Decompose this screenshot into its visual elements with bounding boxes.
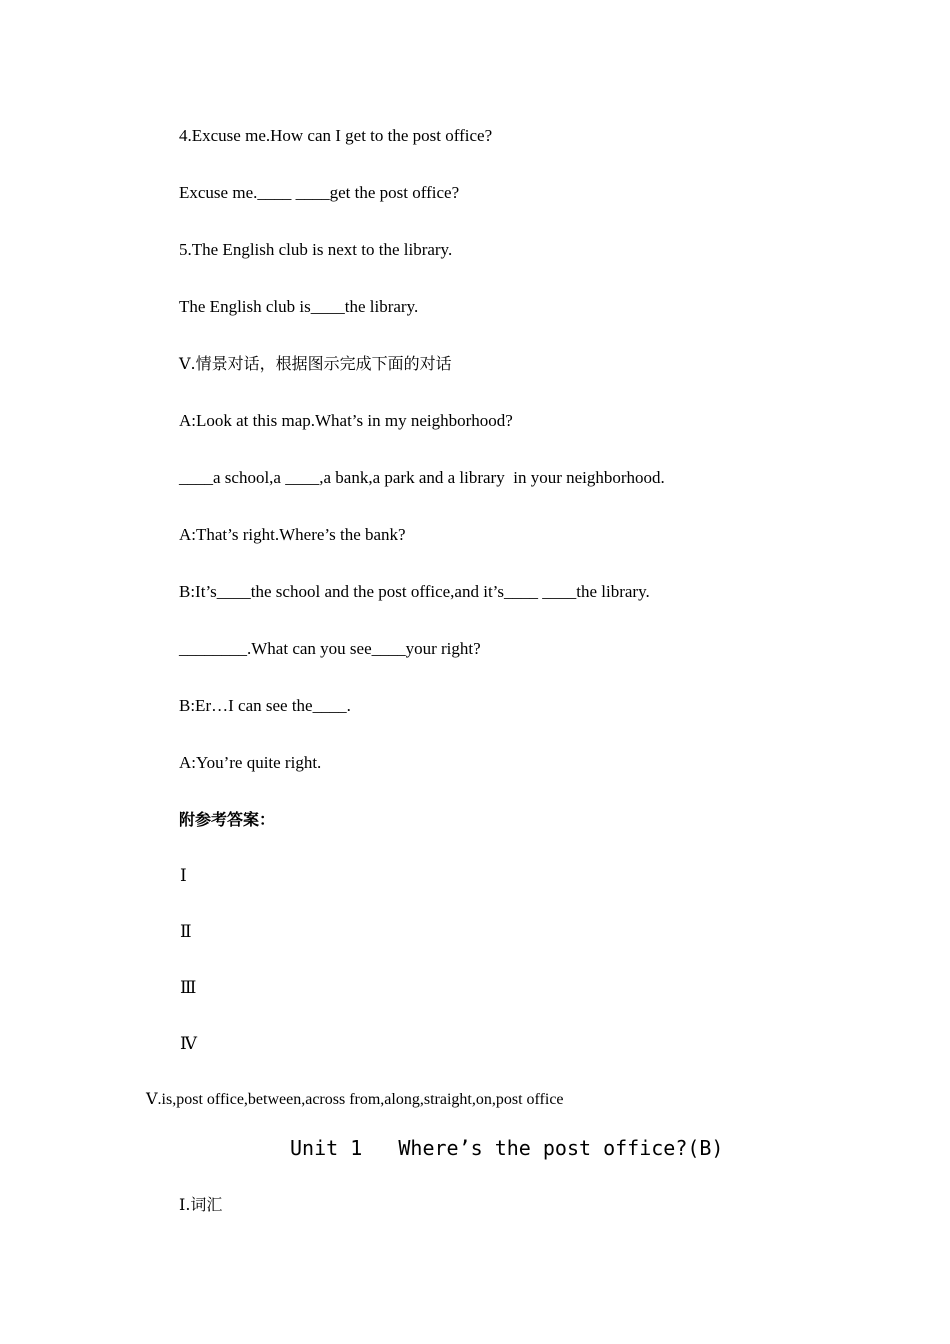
question-4-rewrite: Excuse me.____ ____get the post office?: [179, 183, 460, 202]
answer-section-v: Ⅴ.is,post office,between,across from,along,straight,on,post office: [146, 1091, 564, 1108]
dialogue-line-7: A:You’re quite right.: [179, 753, 322, 772]
dialogue-line-2: ____a school,a ____,a bank,a park and a library in your neighborhood.: [179, 468, 665, 487]
section-i-vocab-heading: Ⅰ.词汇: [179, 1195, 223, 1214]
question-5-rewrite: The English club is____the library.: [179, 297, 419, 316]
answer-section-iii: Ⅲ: [180, 978, 197, 997]
unit-title: Unit 1 Where’s the post office?(B): [290, 1136, 724, 1160]
dialogue-line-6: B:Er…I can see the____.: [179, 696, 351, 715]
dialogue-line-1: A:Look at this map.What’s in my neighborhood?: [179, 411, 513, 430]
dialogue-line-4: B:It’s____the school and the post office,and it’s____ ____the library.: [179, 582, 650, 601]
question-4: 4.Excuse me.How can I get to the post office?: [179, 126, 493, 145]
question-5: 5.The English club is next to the library.: [179, 240, 453, 259]
answer-section-i: Ⅰ: [180, 866, 187, 885]
dialogue-line-5: ________.What can you see____your right?: [179, 639, 481, 658]
answer-key-heading: 附参考答案：: [179, 810, 276, 829]
answer-section-ii: Ⅱ: [180, 922, 192, 941]
answer-section-iv: Ⅳ: [180, 1034, 197, 1053]
section-v-heading: Ⅴ.情景对话，根据图示完成下面的对话: [179, 354, 452, 373]
dialogue-line-3: A:That’s right.Where’s the bank?: [179, 525, 406, 544]
